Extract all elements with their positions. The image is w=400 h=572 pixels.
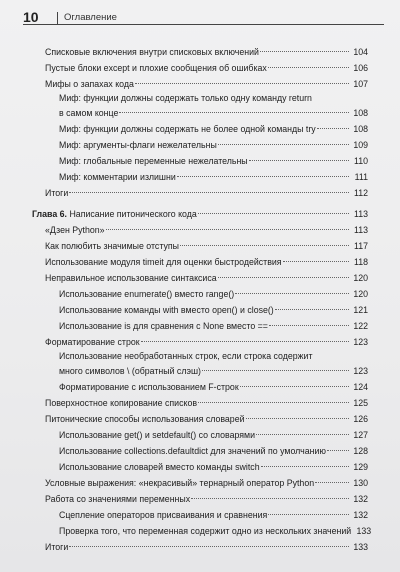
toc-entry-title: Неправильное использование синтаксиса — [45, 273, 217, 283]
toc-page-number: 120 — [353, 273, 368, 283]
toc-entry-title: Миф: комментарии излишни — [59, 172, 176, 182]
toc-page-number: 133 — [353, 542, 368, 552]
toc-entry-title: Миф: глобальные переменные нежелательны — [59, 156, 248, 166]
toc-entry-title: Использование collections.defaultdict для значений по умолчанию — [59, 446, 326, 456]
dot-leader — [218, 134, 349, 145]
dot-leader — [69, 182, 349, 193]
toc-page-number: 120 — [353, 289, 368, 299]
toc-entry-title: Сцепление операторов присваивания и сравнения — [59, 510, 268, 520]
toc-entry-line: Миф: функции должны содержать только одну команду return — [59, 93, 312, 103]
toc-entry-title: Форматирование с использованием F-строк — [59, 382, 239, 392]
toc-entry-title: Использование команды with вместо open() и close() — [59, 305, 274, 315]
toc-entry-title: Использование get() и setdefault() со словарями — [59, 430, 255, 440]
dot-leader — [327, 440, 349, 451]
toc-entry-title: Форматирование строк — [45, 337, 140, 347]
dot-leader — [218, 267, 349, 278]
dot-leader — [191, 488, 349, 499]
toc-page-number: 130 — [353, 478, 368, 488]
toc-entry-title: Проверка того, что переменная содержит одно из нескольких значений — [59, 526, 352, 536]
toc-page-number: 132 — [353, 510, 368, 520]
dot-leader — [235, 283, 349, 294]
toc-entry-title: Мифы о запахах кода — [45, 79, 134, 89]
toc-page-number: 106 — [353, 63, 368, 73]
dot-leader — [283, 251, 349, 262]
toc-page-number: 113 — [353, 225, 368, 235]
dot-leader — [119, 102, 349, 113]
toc-entry-title: Итоги — [45, 542, 69, 552]
toc-entry-line: Использование необработанных строк, если строка содержит — [59, 351, 313, 361]
dot-leader — [177, 166, 349, 177]
toc-entry-title: Как полюбить значимые отступы — [45, 241, 179, 251]
chapter-title: Написание питонического кода — [69, 209, 197, 219]
dot-leader — [106, 219, 349, 230]
toc-page-number: 110 — [353, 156, 368, 166]
toc-entry-title: Использование модуля timeit для оценки быстродействия — [45, 257, 282, 267]
dot-leader — [256, 424, 349, 435]
dot-leader — [198, 392, 349, 403]
toc-page-number: 124 — [353, 382, 368, 392]
toc-page-number: 108 — [353, 124, 368, 134]
toc-page-number: 121 — [353, 305, 368, 315]
page-number: 10 — [23, 9, 39, 25]
toc-page-number: 126 — [353, 414, 368, 424]
toc-entry-title: «Дзен Python» — [45, 225, 105, 235]
toc-page-number: 133 — [356, 526, 372, 536]
toc-entry[interactable] — [32, 76, 368, 92]
header-rule — [23, 24, 384, 25]
toc-page-number: 108 — [353, 108, 368, 118]
toc-page-number: 128 — [353, 446, 368, 456]
toc-entry-title: Питонические способы использования словарей — [45, 414, 245, 424]
header-divider — [57, 12, 58, 24]
toc-page-number: 107 — [353, 79, 368, 89]
toc-page-number: 123 — [353, 366, 368, 376]
toc-page-number: 122 — [353, 321, 368, 331]
toc-entry[interactable] — [32, 185, 368, 201]
toc-entry-title: Условные выражения: «некрасивый» тернарный оператор Python — [45, 478, 315, 488]
toc-entry-title: Списковые включения внутри списковых включений — [45, 47, 259, 57]
chapter-label: Глава 6. — [32, 209, 67, 219]
toc-entry-title: Использование enumerate() вместо range() — [59, 289, 235, 299]
toc-entry-title: Миф: аргументы-флаги нежелательны — [59, 140, 217, 150]
toc-page-number: 123 — [353, 337, 368, 347]
toc-page-number: 125 — [353, 398, 368, 408]
toc-entry[interactable] — [32, 539, 368, 555]
dot-leader — [135, 73, 349, 84]
toc-page-number: 132 — [353, 494, 368, 504]
dot-leader — [315, 472, 349, 483]
toc-page-number: 129 — [353, 462, 368, 472]
toc-entry-title: Работа со значениями переменных — [45, 494, 191, 504]
dot-leader — [141, 331, 349, 342]
toc-page-number: 112 — [353, 188, 368, 198]
running-title: Оглавление — [64, 12, 117, 23]
dot-leader — [240, 376, 349, 387]
dot-leader — [180, 235, 349, 246]
dot-leader — [246, 408, 349, 419]
toc-entry-title: Использование is для сравнения с None вместо == — [59, 321, 268, 331]
toc-entry[interactable] — [32, 334, 368, 350]
dot-leader — [269, 315, 349, 326]
toc-page-number: 113 — [353, 209, 368, 219]
toc-entry-title: в самом конце — [59, 108, 119, 118]
dot-leader — [275, 299, 349, 310]
toc-page-number: 111 — [354, 172, 368, 182]
toc-page-number: 109 — [353, 140, 368, 150]
toc-entry[interactable] — [32, 507, 368, 523]
dot-leader — [202, 360, 349, 371]
dot-leader — [268, 57, 349, 68]
toc-page-number: 127 — [353, 430, 368, 440]
dot-leader — [260, 41, 349, 52]
toc-page-number: 117 — [353, 241, 368, 251]
toc-entry-title: Пустые блоки except и плохие сообщения об ошибках — [45, 63, 267, 73]
toc-entry-title: Итоги — [45, 188, 69, 198]
toc-entry[interactable] — [32, 427, 368, 443]
dot-leader — [198, 203, 349, 214]
toc-entry-title: много символов \ (обратный слэш) — [59, 366, 201, 376]
dot-leader — [317, 118, 349, 129]
dot-leader — [268, 504, 349, 515]
toc-page-number: 104 — [353, 47, 368, 57]
toc-entry-title: Миф: функции должны содержать не более одной команды try — [59, 124, 316, 134]
toc-entry-title: Поверхностное копирование списков — [45, 398, 198, 408]
toc-entry-title: Использование словарей вместо команды switch — [59, 462, 260, 472]
table-of-contents — [32, 44, 372, 555]
dot-leader — [249, 150, 349, 161]
toc-page-number: 118 — [353, 257, 368, 267]
dot-leader — [261, 456, 349, 467]
dot-leader — [69, 536, 349, 547]
